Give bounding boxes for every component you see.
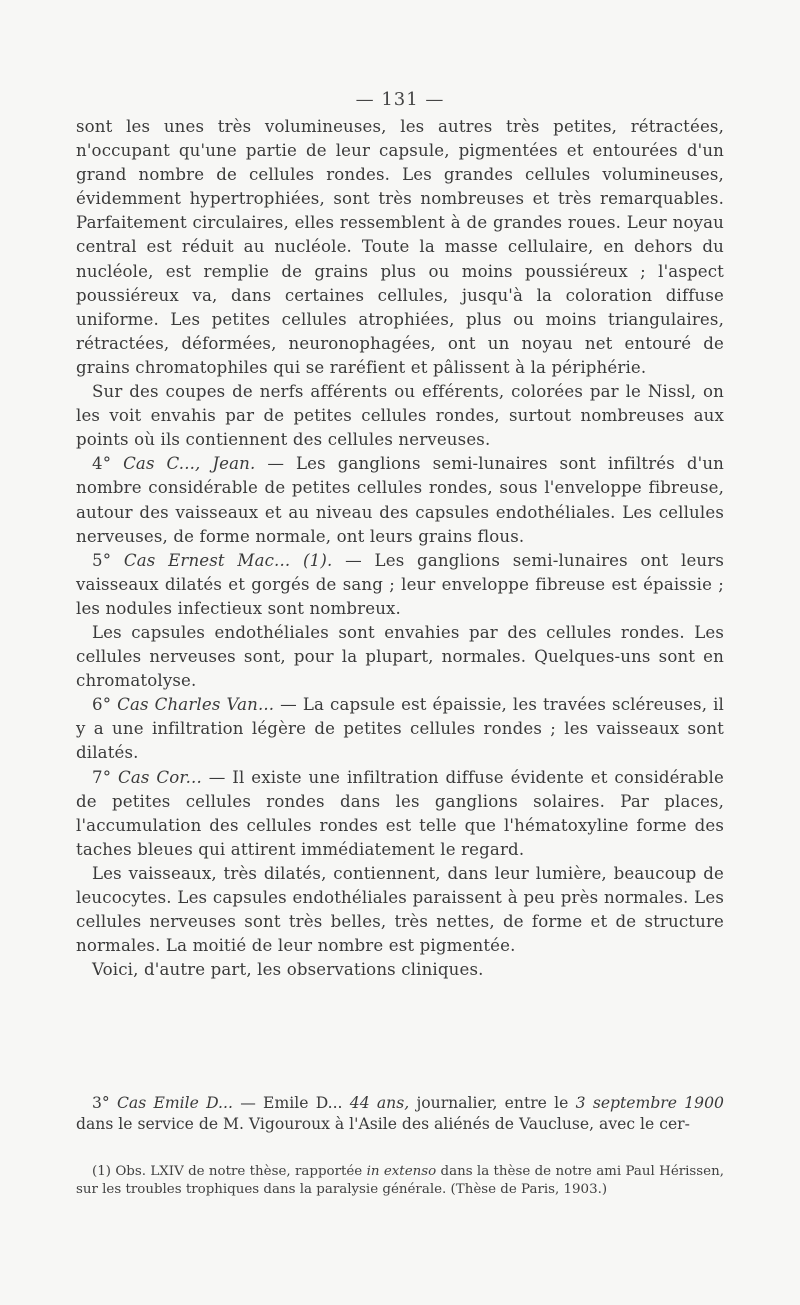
case-date: 3 septembre 1900	[575, 1094, 724, 1112]
case-name: Cas Charles Van...	[117, 695, 275, 715]
paragraph-text: sont les unes très volumineuses, les autres très petites, rétractées, n'occupant qu'une partie de leur capsule, pigmentées et entourées d'un grand nombre de cellules rondes. Les grandes cellules volumineuses, évidemment hypertrophiées, sont très nombreuses et très remarquables. Parfaitement circulaires, elles ressemblent à de grandes roues. Leur noyau central est réduit au nucléole. Toute la masse cellulaire, en dehors du nucléole, est remplie de grains plus ou moins poussiéreux ; l'aspect poussiéreux va, dans certaines cellules, jusqu'à la coloration diffuse uniforme. Les petites cellules atrophiées, plus ou moins triangulaires, rétractées, déformées, neuronophagées, ont un noyau net entouré de grains chromatophiles qui se raréfient et pâlissent à la périphérie.	[76, 117, 724, 377]
case-paragraph	[76, 452, 724, 548]
case-number: 6°	[92, 695, 112, 715]
case-number: 3°	[92, 1094, 110, 1112]
paragraph-text: — Les ganglions semi-lunaires ont leurs vaisseaux dilatés et gorgés de sang ; leur enveloppe fibreuse est épaissie ; les nodules infectieux sont nombreux.	[76, 550, 725, 618]
case-text: journalier, entre le	[416, 1094, 569, 1112]
paragraph	[76, 115, 724, 380]
case-name: Cas Cor...	[117, 767, 202, 787]
case-block	[76, 1093, 724, 1135]
footnote-marker: (1)	[92, 1164, 111, 1179]
case-paragraph	[76, 549, 724, 621]
case-text: — Emile D...	[240, 1094, 343, 1112]
case-paragraph	[76, 693, 724, 765]
case-number: 5°	[92, 550, 112, 570]
case-age: 44 ans,	[349, 1094, 410, 1112]
paragraph	[76, 380, 724, 452]
case-name: Cas C..., Jean.	[123, 454, 256, 474]
footnote	[76, 1163, 724, 1198]
paragraph	[76, 862, 724, 958]
footnote-text: dans la thèse de notre ami Paul Hérissen, sur les troubles trophiques dans la paralysie générale. (Thèse de Paris, 1903.)	[76, 1164, 724, 1197]
paragraph	[76, 958, 724, 982]
paragraph	[76, 621, 724, 693]
page-number: — 131 —	[355, 89, 445, 110]
paragraph-text: — La capsule est épaissie, les travées scléreuses, il y a une infiltration légère de petites cellules rondes ; les vaisseaux sont dilatés.	[76, 695, 724, 763]
paragraph-text: Sur des coupes de nerfs afférents ou efférents, colorées par le Nissl, on les voit envahis par de petites cellules rondes, surtout nombreuses aux points où ils contiennent des cellules nerveuses.	[76, 382, 724, 450]
paragraph-text: — Les ganglions semi-lunaires sont infiltrés d'un nombre considérable de petites cellules rondes, sous l'enveloppe fibreuse, autour des vaisseaux et au niveau des capsules endothéliales. Les cellules nerveuses, de forme normale, ont leurs grains flous.	[76, 454, 724, 546]
case-number: 7°	[92, 767, 112, 787]
case-name: Cas Emile D...	[116, 1094, 233, 1112]
case-paragraph	[76, 766, 724, 862]
paragraph-text: Voici, d'autre part, les observations cliniques.	[92, 960, 484, 980]
paragraph-text: Les vaisseaux, très dilatés, contiennent, dans leur lumière, beaucoup de leucocytes. Les capsules endothéliales paraissent à peu près normales. Les cellules nerveuses sont très belles, très nettes, de forme et de structure normales. La moitié de leur nombre est pigmentée.	[76, 863, 724, 956]
footnote-italic: in extenso	[366, 1164, 437, 1179]
paragraph-text: Les capsules endothéliales sont envahies par des cellules rondes. Les cellules nerveuses sont, pour la plupart, normales. Quelques-uns sont en chromatolyse.	[76, 622, 724, 691]
case-text: dans le service de M. Vigouroux à l'Asile des aliénés de Vaucluse, avec le cer-	[76, 1115, 690, 1133]
body-text	[76, 115, 724, 982]
case-name: Cas Ernest Mac... (1).	[123, 550, 333, 570]
paragraph-text: — Il existe une infiltration diffuse évidente et considérable de petites cellules rondes dans les ganglions solaires. Par places, l'accumulation des cellules rondes est telle que l'hématoxyline forme des taches bleues qui attirent immédiatement le regard.	[76, 767, 724, 859]
case-number: 4°	[92, 454, 112, 474]
footnote-text: Obs. LXIV de notre thèse, rapportée	[115, 1164, 363, 1179]
